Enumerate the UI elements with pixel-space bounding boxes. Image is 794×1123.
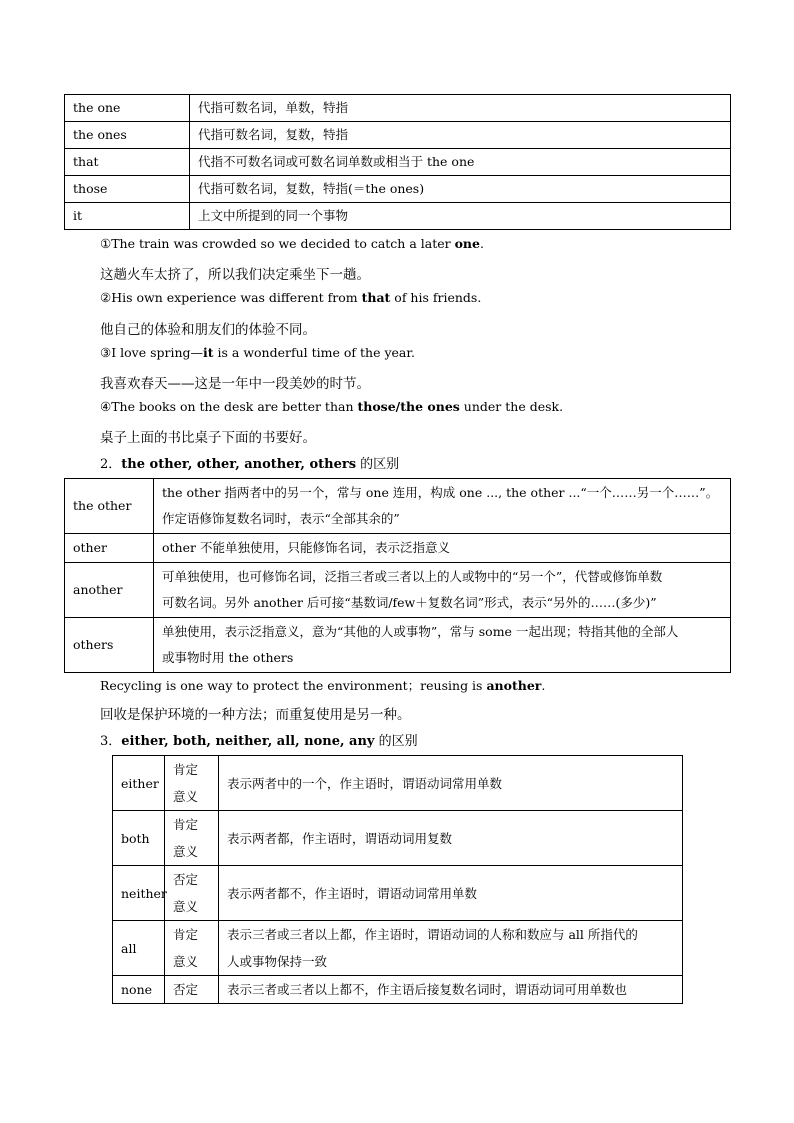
table-row: [65, 563, 731, 618]
example-sentence-en: ④The books on the desk are better than those/the ones under the desk.: [100, 399, 564, 414]
example-sentence-cn: 他自己的体验和朋友们的体验不同。: [100, 322, 316, 338]
example-sentence-cn: 我喜欢春天——这是一年中一段美妙的时节。: [100, 376, 370, 392]
table-row: [65, 479, 731, 534]
table-row: [65, 176, 731, 203]
term-cell: the one: [65, 95, 190, 122]
sense-cell: 肯定 意义: [165, 811, 219, 866]
desc-cell: 可单独使用，也可修饰名词，泛指三者或三者以上的人或物中的“另一个”，代替或修饰单数 可数名词。另外 another 后可接“基数词/few＋复数名词”形式，表示“另外的……(多少)”: [154, 563, 731, 618]
desc-cell: 表示两者都，作主语时，谓语动词用复数: [219, 811, 683, 866]
term-cell: those: [65, 176, 190, 203]
example-sentence-cn: 这趟火车太挤了，所以我们决定乘坐下一趟。: [100, 267, 370, 283]
either-both-table: [112, 755, 683, 1004]
section-heading: 3．either, both, neither, all, none, any 的区别: [100, 734, 418, 749]
table-row: [113, 866, 683, 921]
desc-cell: 代指可数名词，单数，特指: [190, 95, 731, 122]
desc-cell: 单独使用，表示泛指意义，意为“其他的人或事物”，常与 some 一起出现；特指其他的全部人 或事物时用 the others: [154, 618, 731, 673]
example-sentence-en: ①The train was crowded so we decided to catch a later one.: [100, 236, 484, 251]
other-comparison-table: [64, 478, 731, 673]
example-sentence-en: ②His own experience was different from that of his friends.: [100, 290, 482, 305]
table-row: [65, 618, 731, 673]
desc-cell: other 不能单独使用，只能修饰名词，表示泛指意义: [154, 534, 731, 563]
table-row: [113, 976, 683, 1004]
desc-cell: the other 指两者中的另一个，常与 one 连用，构成 one ..., the other ...“一个……另一个……”。 作定语修饰复数名词时，表示“全部其余的”: [154, 479, 731, 534]
term-cell: both: [113, 811, 165, 866]
desc-cell: 代指不可数名词或可数名词单数或相当于 the one: [190, 149, 731, 176]
desc-cell: 表示三者或三者以上都，作主语时，谓语动词的人称和数应与 all 所指代的 人或事物保持一致: [219, 921, 683, 976]
term-cell: neither: [113, 866, 165, 921]
example-sentence-cn: 回收是保护环境的一种方法；而重复使用是另一种。: [100, 707, 411, 723]
pronoun-table: [64, 94, 731, 230]
term-cell: others: [65, 618, 154, 673]
table-row: [113, 756, 683, 811]
example-sentence-en: ③I love spring—it is a wonderful time of the year.: [100, 345, 415, 360]
table-row: [65, 95, 731, 122]
term-cell: another: [65, 563, 154, 618]
term-cell: other: [65, 534, 154, 563]
term-cell: the ones: [65, 122, 190, 149]
table-row: [113, 811, 683, 866]
desc-cell: 表示两者中的一个，作主语时，谓语动词常用单数: [219, 756, 683, 811]
sense-cell: 否定 意义: [165, 866, 219, 921]
desc-cell: 表示两者都不，作主语时，谓语动词常用单数: [219, 866, 683, 921]
table-row: [65, 534, 731, 563]
term-cell: it: [65, 203, 190, 230]
sense-cell: 肯定 意义: [165, 921, 219, 976]
desc-cell: 上文中所提到的同一个事物: [190, 203, 731, 230]
term-cell: all: [113, 921, 165, 976]
table-row: [65, 203, 731, 230]
table-row: [113, 921, 683, 976]
desc-cell: 表示三者或三者以上都不，作主语后接复数名词时，谓语动词可用单数也: [219, 976, 683, 1004]
desc-cell: 代指可数名词，复数，特指(＝the ones): [190, 176, 731, 203]
term-cell: either: [113, 756, 165, 811]
sense-cell: 肯定 意义: [165, 756, 219, 811]
term-cell: the other: [65, 479, 154, 534]
table-row: [65, 149, 731, 176]
desc-cell: 代指可数名词，复数，特指: [190, 122, 731, 149]
example-sentence-cn: 桌子上面的书比桌子下面的书要好。: [100, 430, 316, 446]
table-row: [65, 122, 731, 149]
example-sentence-en: Recycling is one way to protect the environment；reusing is another.: [100, 678, 546, 693]
sense-cell: 否定: [165, 976, 219, 1004]
section-heading: 2．the other, other, another, others 的区别: [100, 457, 400, 472]
term-cell: that: [65, 149, 190, 176]
term-cell: none: [113, 976, 165, 1004]
